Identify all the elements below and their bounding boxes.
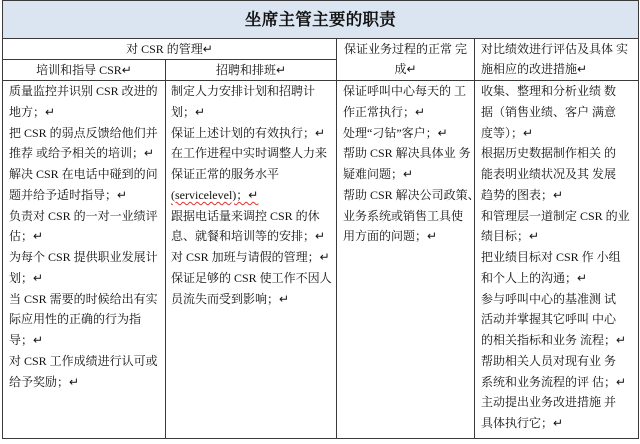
header-performance [474,38,639,81]
duty-line: 当 CSR 需要的时候给出有实 [9,291,158,306]
duty-line: 划；↵ [9,270,44,285]
header-line: 对比绩效进行评估及具体 实 [481,42,629,56]
header-process [336,38,475,81]
duty-line: 和个人上的沟通；↵ [481,270,588,285]
duty-line: 员流失而受到影响；↵ [171,291,290,306]
cell-performance [474,80,639,439]
duty-line: 系统和业务流程的评 估；↵ [481,374,627,389]
duty-line: 跟据电话量来调控 CSR 的休 [171,208,320,223]
duty-line: 地方；↵ [9,104,56,119]
duty-line: 业务系统或销售工具使 [343,208,464,223]
duty-line: 保证上述计划的有效执行；↵ [171,125,326,140]
duty-line: 导；↵ [9,333,44,347]
duty-line: 保证正常的服务水平 [171,167,280,181]
duty-line: 作正常执行；↵ [343,104,426,119]
duty-line: 给予奖励；↵ [9,374,80,389]
duty-line: 保证呼叫中心每天的 工 [343,84,467,98]
subheader-training: 培训和指导 CSR↵ [2,59,166,81]
duty-line: 负责对 CSR 的一对一业绩评 [9,208,158,223]
duty-line: 把业绩目标对 CSR 作 小组 [481,250,621,264]
duty-line: 解决 CSR 在电话中碰到的问 [9,167,158,181]
duty-line: 度等）；↵ [481,125,534,140]
duty-line: 能表明业绩状况及其 发展 [481,167,617,181]
duty-line: 保证足够的 CSR 使工作不因人 [171,270,332,285]
duty-line: 帮助相关人员对现有业 务 [481,353,617,368]
duty-line: 帮助 CSR 解决公司政策、 [343,187,480,202]
duty-line: 疑难问题；↵ [343,167,414,181]
group-header-csr-management: 对 CSR 的管理↵ [2,38,337,60]
duty-line: 对 CSR 加班与请假的管理；↵ [171,250,330,264]
duty-line: 具体执行它；↵ [481,416,564,430]
table-title: 坐席主管主要的职责 [2,0,639,39]
duty-line: 题并给予适时指导；↵ [9,187,128,202]
cell-process [336,80,480,439]
duty-line: 估；↵ [9,229,44,244]
duty-line: 推荐 或给予相关的培训；↵ [9,146,155,161]
duty-line: 息、就餐和培训等的安排；↵ [171,229,326,244]
duty-line: 为每个 CSR 提供职业发展计 [9,250,158,264]
duty-line: 参与呼叫中心的基准测 试 [481,291,617,306]
cell-recruiting [165,80,337,439]
duty-line: 主动提出业务改进措施 并 [481,395,617,410]
duty-line: 绩目标；↵ [481,229,540,244]
header-line: 施相应的改进措施↵ [481,62,588,76]
duty-line: 用方面的问题；↵ [343,229,438,244]
duty-line: 划；↵ [171,104,206,119]
subheader-recruiting: 招聘和排班↵ [165,59,337,81]
duty-line: 把 CSR 的弱点反馈给他们并 [9,125,158,140]
duty-line: 制定人力安排计划和招聘计 [171,84,316,98]
duty-line: 的相关指标和业务 流程；↵ [481,333,627,347]
duty-line: (servicelevel)；↵ [171,187,259,202]
duty-line: 和管理层一道制定 CSR 的业 [481,208,630,223]
duty-line: 据（销售业绩、客户 满意 [481,104,617,119]
duty-line: 际应用性的正确的行为指 [9,312,142,327]
duty-line: 趋势的图表；↵ [481,187,564,202]
duty-line: 帮助 CSR 解决具体业 务 [343,146,471,161]
duty-line: 收集、整理和分析业绩 数 [481,84,617,98]
duty-line: 在工作进程中实时调整人力来 [171,146,328,161]
duty-line: 处理“刁钻”客户；↵ [343,125,448,140]
duty-line: 活动并掌握其它呼叫 中心 [481,312,617,327]
duty-line: 根据历史数据制作相关 的 [481,146,617,161]
header-line: 保证业务过程的正常 完 [343,42,467,56]
header-line: 成↵ [394,62,417,76]
duty-line: 对 CSR 工作成绩进行认可或 [9,353,158,368]
duty-line: 质量监控并识别 CSR 改进的 [9,84,158,98]
cell-training [2,80,166,439]
